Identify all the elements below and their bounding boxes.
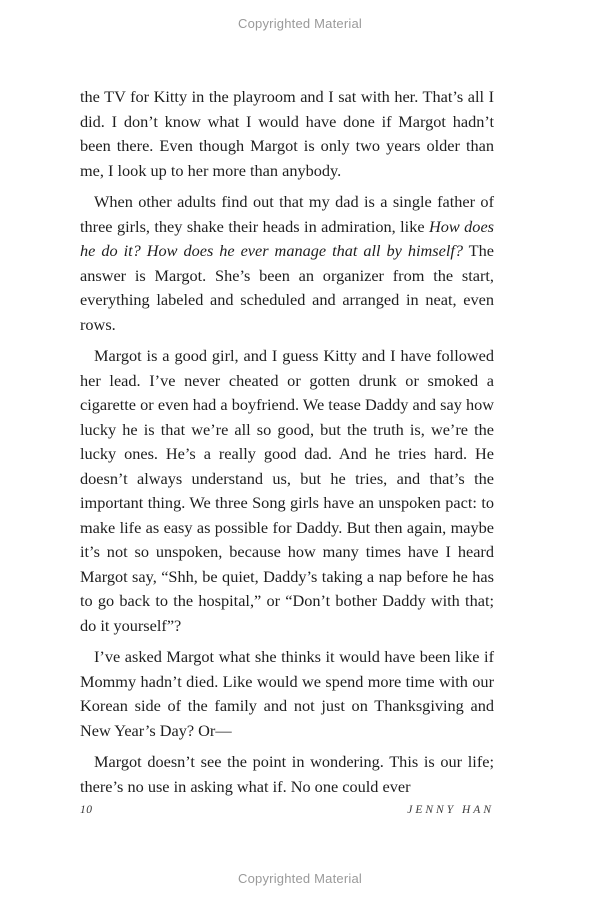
paragraph	[80, 190, 494, 337]
italic-text-segment: How does he do it? How does he ever manage that all by himself?	[80, 216, 495, 260]
copyright-watermark-bottom: Copyrighted Material	[238, 871, 362, 886]
running-head-author: JENNY HAN	[407, 804, 494, 816]
text-segment: Margot doesn’t see the point in wondering. This is our life; there’s no use in asking what if. No one could ever	[80, 752, 494, 796]
text-segment: Margot is a good girl, and I guess Kitty and I have followed her lead. I’ve never cheated or gotten drunk or smoked a cigarette or even had a boyfriend. We tease Daddy and say how lucky he is that we’re all so good, but the truth is, we’re the lucky ones. He’s a really good dad. And he tries hard. He doesn’t always understand us, but he tries, and that’s the important thing. We three Song girls have an unspoken pact: to make life as easy as possible for Daddy. But then again, maybe it’s not so unspoken, because how many times have I heard Margot say, “Shh, be quiet, Daddy’s taking a nap before he has to go back to the hospital,” or “Don’t bother Daddy with that; do it yourself”?	[80, 346, 494, 635]
paragraph	[80, 750, 494, 799]
text-segment: the TV for Kitty in the playroom and I sat with her. That’s all I did. I don’t know what I would have done if Margot hadn’t been there. Even though Margot is only two years older than me, I look up to her more than anybody.	[80, 87, 494, 180]
page-number: 10	[80, 804, 93, 816]
text-segment: I’ve asked Margot what she thinks it would have been like if Mommy hadn’t died. Like would we spend more time with our Korean side of the family and not just on Thanksgiving and New Year’s Day? Or—	[80, 647, 494, 740]
text-segment: The answer is Margot. She’s been an organizer from the start, everything labeled and scheduled and arranged in neat, even rows.	[80, 241, 494, 334]
paragraph	[80, 645, 494, 743]
paragraph	[80, 344, 494, 638]
page-body-text	[80, 85, 494, 806]
paragraph	[80, 85, 494, 183]
copyright-watermark-top: Copyrighted Material	[238, 16, 362, 31]
page-footer	[80, 804, 494, 824]
text-segment: When other adults find out that my dad is a single father of three girls, they shake their heads in admiration, like	[80, 192, 494, 236]
